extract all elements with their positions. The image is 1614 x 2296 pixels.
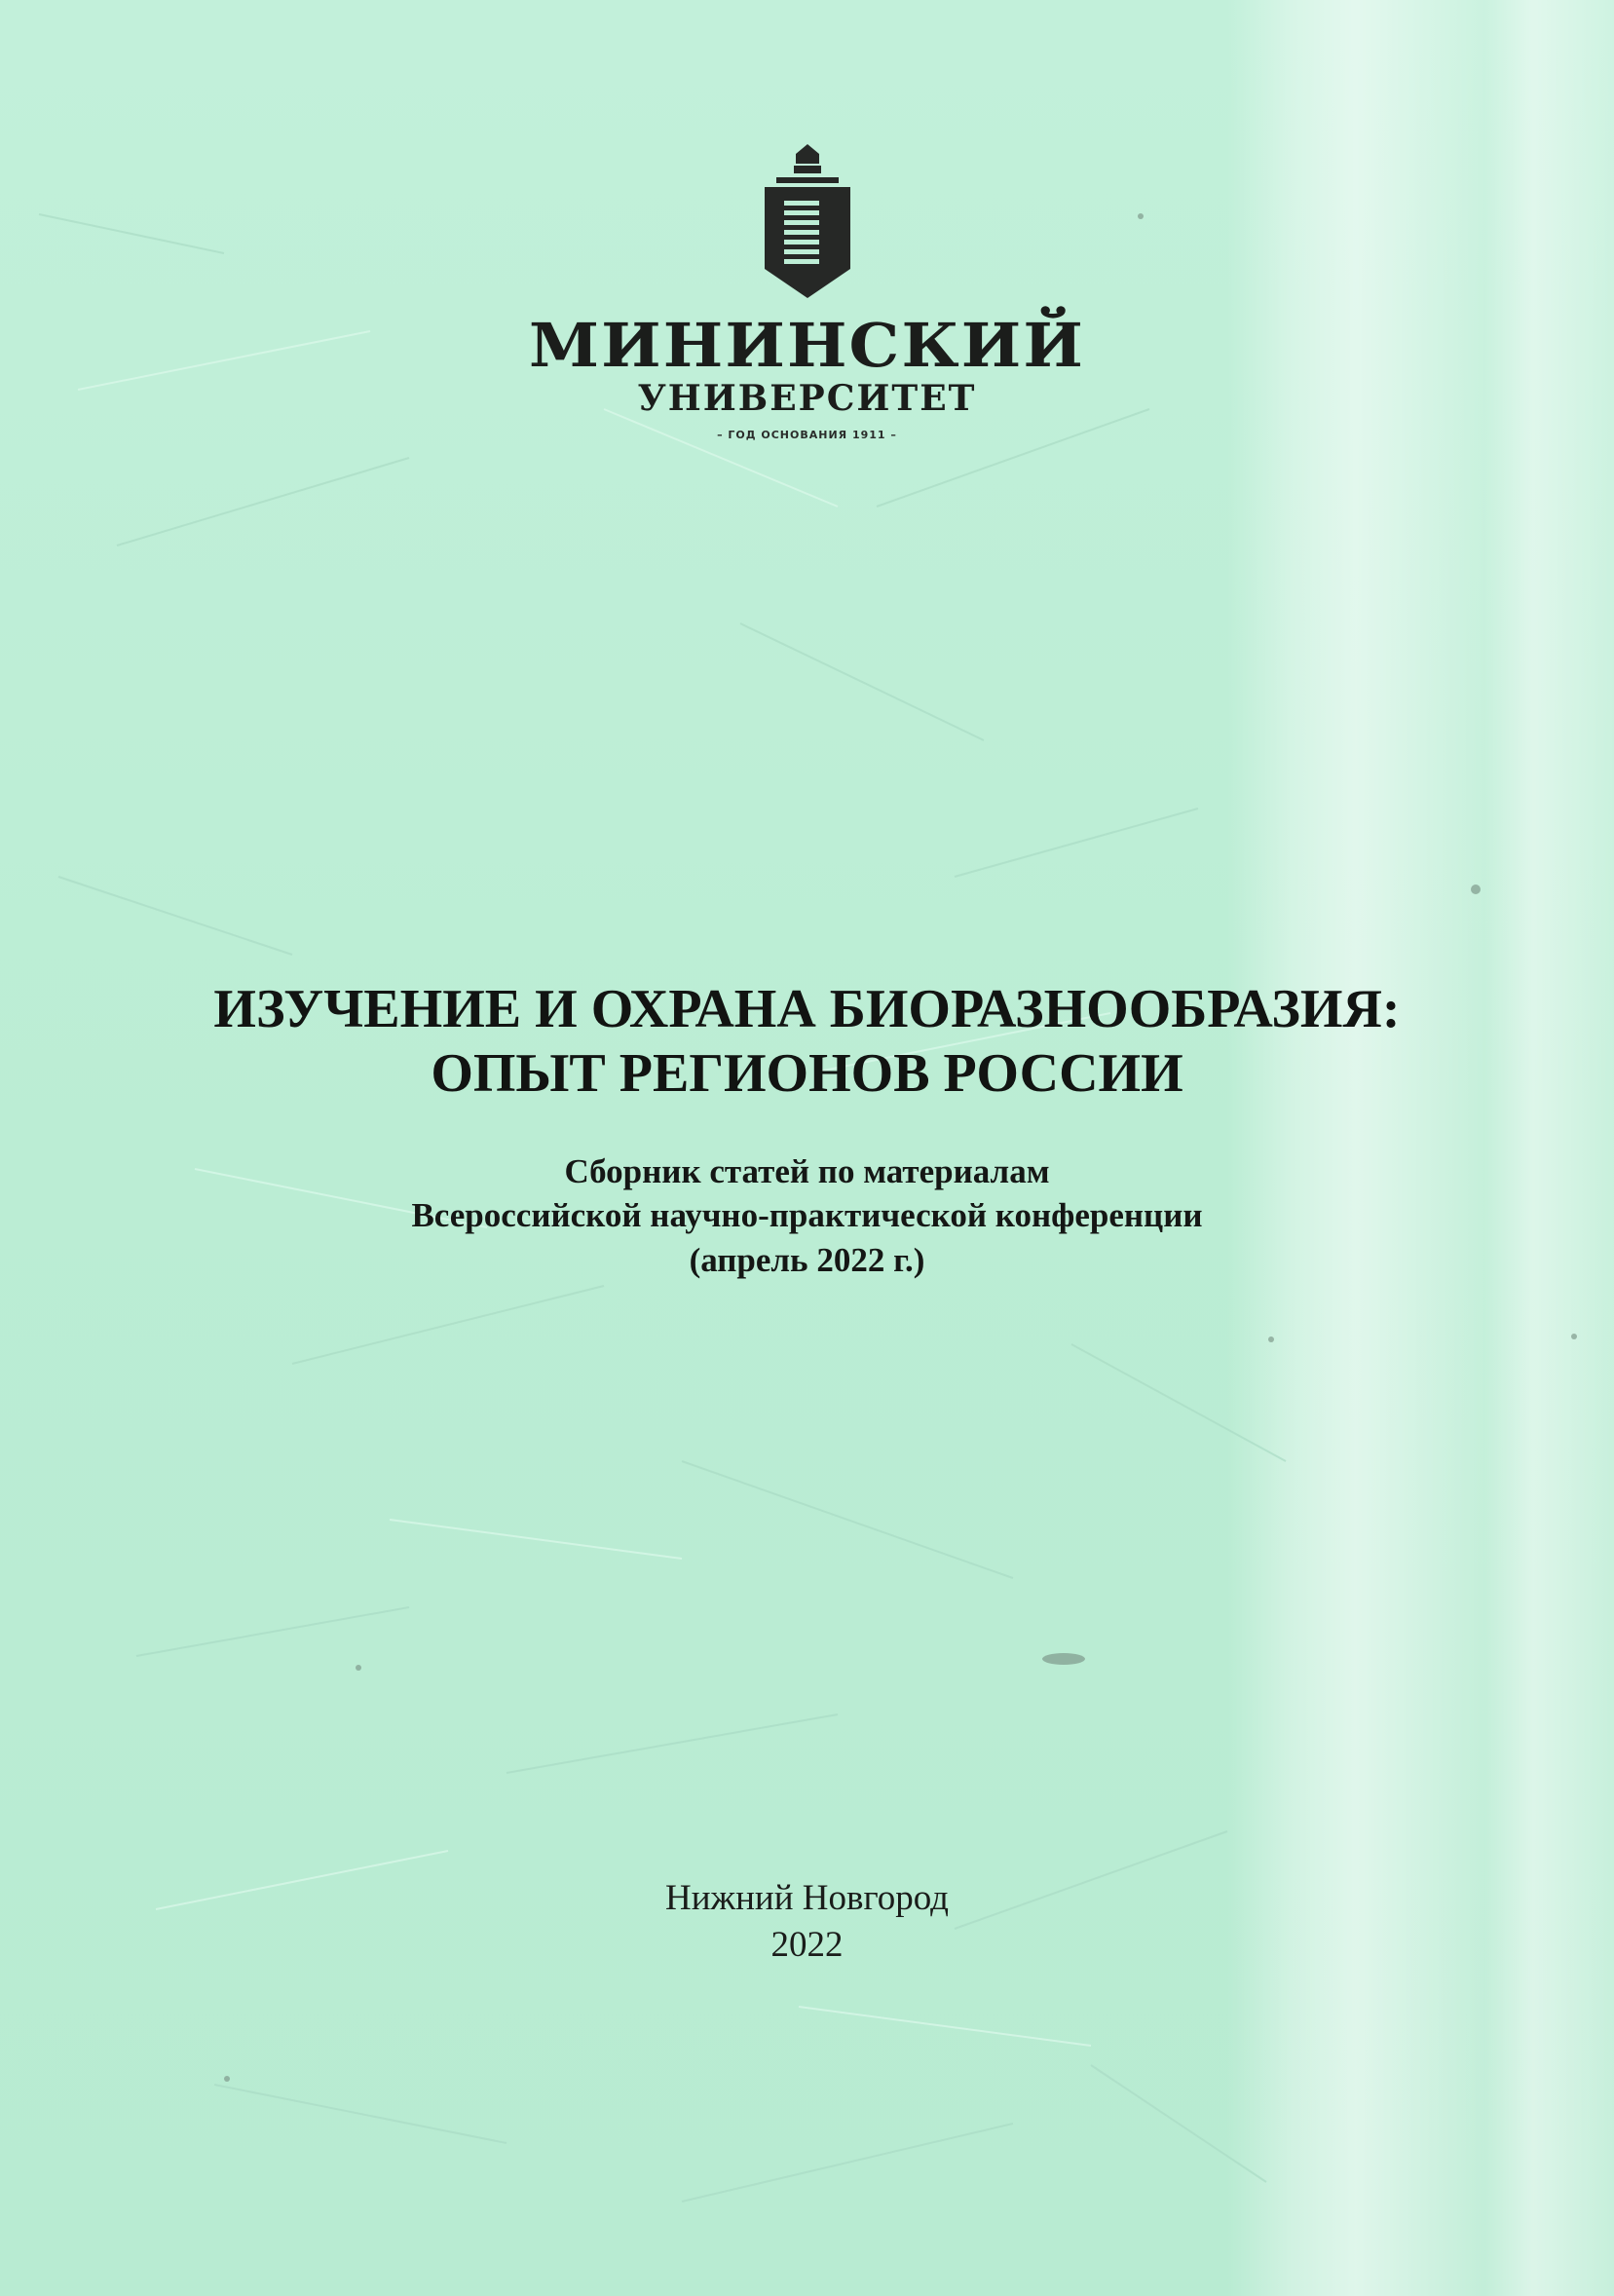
subtitle-line1: Сборник статей по материалам xyxy=(564,1152,1050,1190)
university-name-line1: МИНИНСКИЙ xyxy=(528,310,1086,381)
book-title-line1: ИЗУЧЕНИЕ И ОХРАНА БИОРАЗНООБРАЗИЯ: xyxy=(213,979,1401,1039)
book-title-line2: ОПЫТ РЕГИОНОВ РОССИИ xyxy=(431,1043,1183,1104)
founded-year-line: – ГОД ОСНОВАНИЯ 1911 – xyxy=(717,429,897,441)
publication-city: Нижний Новгород xyxy=(665,1878,949,1918)
publication-year: 2022 xyxy=(770,1925,844,1965)
university-tower-emblem-icon xyxy=(757,144,858,298)
subtitle-line2: Всероссийской научно-практической конференции xyxy=(411,1196,1203,1234)
university-name-line2: УНИВЕРСИТЕТ xyxy=(637,378,977,419)
subtitle-line3: (апрель 2022 г.) xyxy=(689,1241,925,1279)
